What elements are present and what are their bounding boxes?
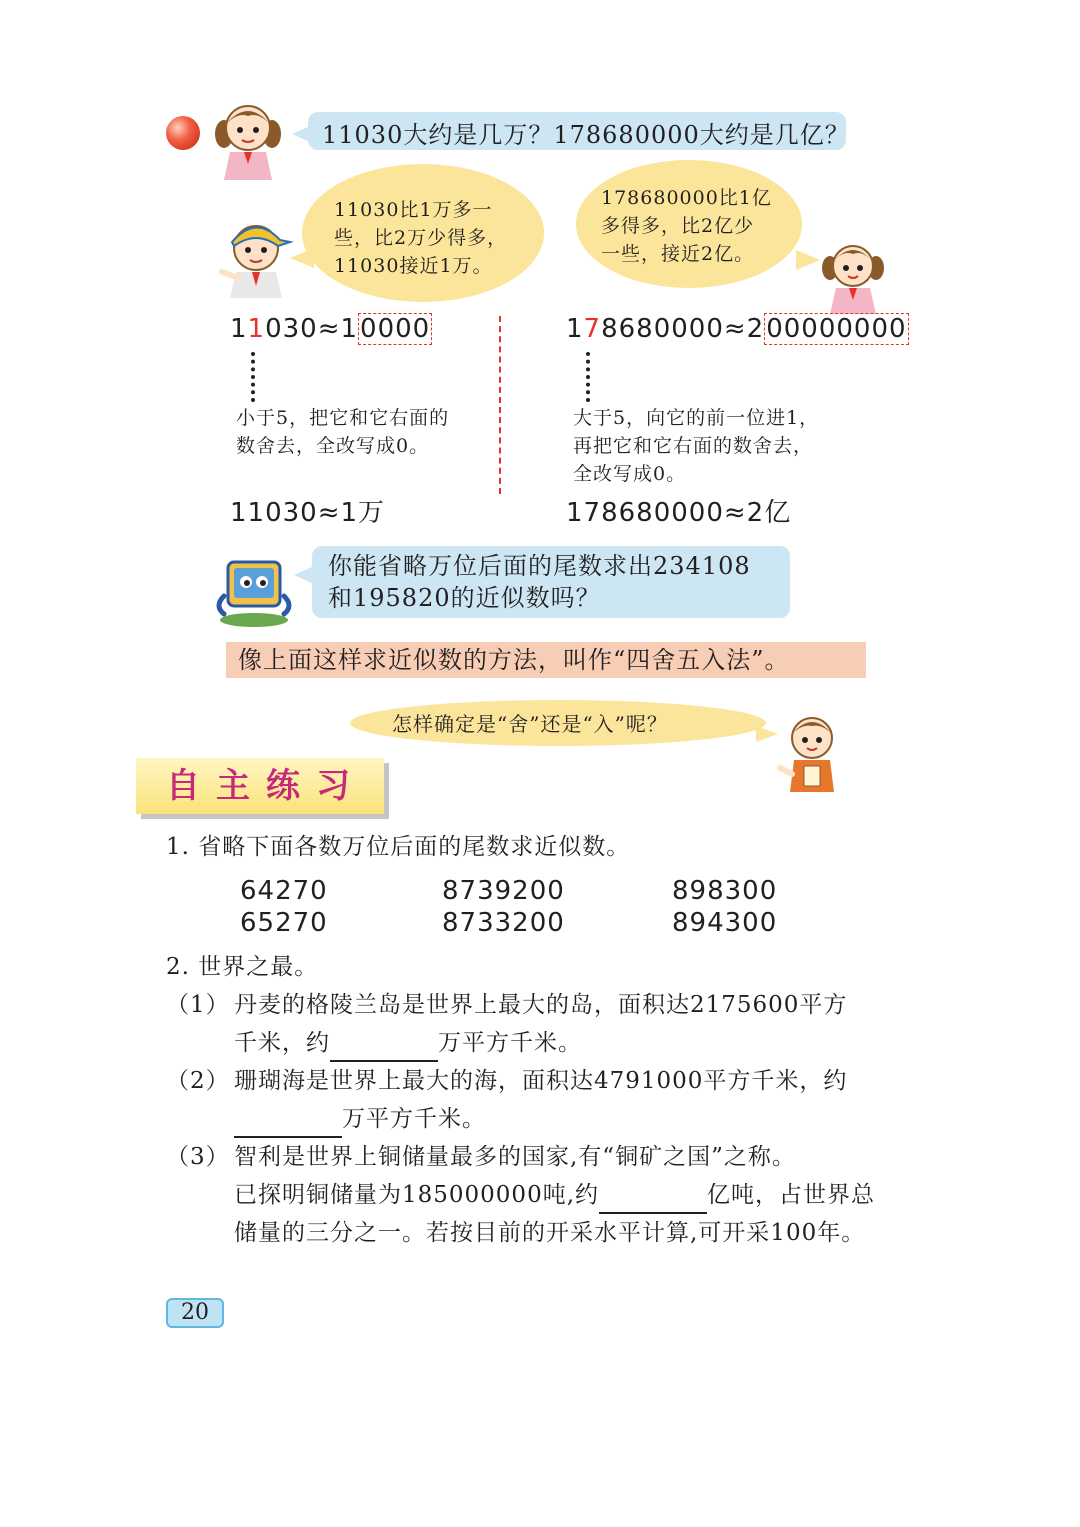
ex2-q3-line2	[234, 1176, 875, 1214]
boy-avatar-2	[776, 710, 842, 792]
computer-bubble-line-1: 你能省略万位后面的尾数求出234108	[328, 552, 751, 580]
computer-character	[214, 556, 294, 628]
computer-bubble-line-2: 和195820的近似数吗？	[328, 584, 601, 612]
ex2-q3-line2-b: 亿吨，占世界总	[707, 1182, 876, 1208]
ex1-cell: 894300	[672, 908, 778, 938]
left-explain-line-1: 小于5，把它和它右面的	[236, 407, 450, 429]
left-calc-pre: 1	[230, 314, 248, 344]
left-explain-line-2: 数舍去，全改写成0。	[236, 435, 430, 457]
ex2-q3-num: （3）	[166, 1144, 230, 1170]
ex2-q3-line1: 智利是世界上铜储量最多的国家,有“铜矿之国”之称。	[234, 1144, 796, 1170]
ex1-cell: 8733200	[442, 908, 565, 938]
ex2-q3-line2-a: 已探明铜储量为185000000吨,约	[234, 1182, 600, 1208]
girl-bubble-line-1: 178680000比1亿	[601, 187, 772, 209]
left-calc-boxed: 0000	[360, 314, 431, 344]
girl-avatar	[210, 98, 290, 180]
ex2-q1-line1: 丹麦的格陵兰岛是世界上最大的岛，面积达2175600平方	[234, 992, 848, 1018]
right-calc-boxed: 00000000	[766, 314, 907, 344]
page-number: 20	[166, 1298, 224, 1328]
left-result: 11030≈1万	[230, 498, 386, 528]
red-ball-icon	[166, 116, 200, 150]
girl-bubble-line-3: 一些，接近2亿。	[601, 243, 755, 265]
left-calc-highlight-digit: 1	[247, 314, 266, 344]
exercise-title: 自主练习	[166, 766, 366, 806]
ex2-q2-line2-b: 万平方千米。	[342, 1106, 486, 1132]
question-bubble-tail	[292, 126, 310, 142]
ex2-q2-blank[interactable]	[234, 1110, 342, 1138]
right-result: 178680000≈2亿	[566, 498, 792, 528]
calc-divider	[499, 316, 501, 494]
right-calc-highlight-digit: 7	[583, 314, 602, 344]
right-explain-line-3: 全改写成0。	[573, 463, 687, 485]
right-explain	[573, 404, 819, 488]
boy-avatar	[216, 216, 296, 298]
ex2-q2-line2	[234, 1100, 486, 1138]
boy-bubble-tail	[290, 248, 314, 268]
bottom-bubble-text: 怎样确定是“舍”还是“入”呢？	[392, 712, 668, 736]
left-calc-expression	[230, 314, 432, 344]
ex2-title: 2. 世界之最。	[166, 954, 319, 980]
computer-bubble-tail	[294, 566, 314, 584]
boy-bubble-line-1: 11030比1万多一	[334, 199, 493, 221]
ex1-cell: 898300	[672, 876, 778, 906]
left-explain	[236, 404, 449, 460]
ex2-q3-line3: 储量的三分之一。若按目前的开采水平计算,可开采100年。	[234, 1220, 866, 1246]
bottom-bubble-tail	[756, 726, 778, 742]
computer-bubble-text	[328, 550, 751, 614]
left-calc-mid: 030≈1	[265, 314, 359, 344]
question-text: 11030大约是几万？178680000大约是几亿？	[322, 121, 850, 149]
ex2-q1-line2	[234, 1024, 582, 1062]
ex2-q2-num: （2）	[166, 1068, 230, 1094]
ex1-cell: 65270	[240, 908, 328, 938]
ex1-cell: 64270	[240, 876, 328, 906]
ex2-q1-line2-b: 万平方千米。	[438, 1030, 582, 1056]
right-explain-line-2: 再把它和它右面的数舍去，	[573, 435, 814, 457]
ex1-title: 1. 省略下面各数万位后面的尾数求近似数。	[166, 834, 631, 860]
rule-text: 像上面这样求近似数的方法，叫作“四舍五入法”。	[238, 646, 790, 674]
ex2-q3-blank[interactable]	[599, 1186, 707, 1214]
ex2-q1-num: （1）	[166, 992, 230, 1018]
right-dotted-line	[586, 352, 590, 402]
girl-bubble-line-2: 多得多，比2亿少	[601, 215, 755, 237]
girl-avatar-2	[818, 238, 888, 314]
girl-bubble-tail	[796, 250, 820, 270]
right-calc-mid: 8680000≈2	[601, 314, 765, 344]
girl-bubble-text	[601, 184, 772, 268]
boy-bubble-line-3: 11030接近1万。	[334, 255, 493, 277]
ex1-cell: 8739200	[442, 876, 565, 906]
boy-bubble-line-2: 些，比2万少得多，	[334, 227, 508, 249]
left-dotted-line	[251, 352, 255, 402]
rule-box	[226, 642, 866, 678]
exercise-title-box	[136, 758, 384, 814]
ex2-q2-line1: 珊瑚海是世界上最大的海，面积达4791000平方千米，约	[234, 1068, 848, 1094]
ex2-q1-line2-a: 千米，约	[234, 1030, 330, 1056]
right-calc-pre: 1	[566, 314, 584, 344]
right-calc-expression	[566, 314, 909, 344]
boy-bubble-text	[334, 196, 507, 280]
ex2-q1-blank[interactable]	[330, 1034, 438, 1062]
right-explain-line-1: 大于5，向它的前一位进1，	[573, 407, 820, 429]
